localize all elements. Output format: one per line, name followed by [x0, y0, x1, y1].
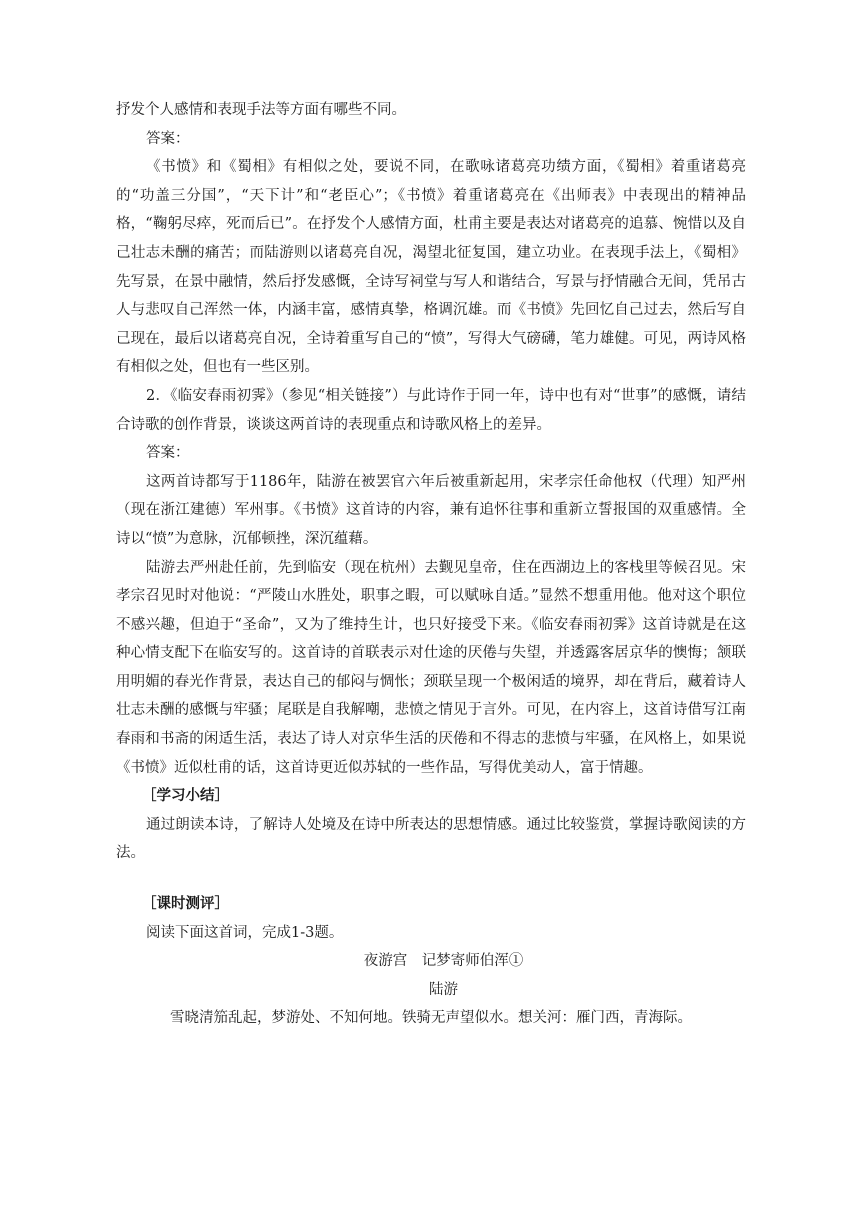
test-instruction: 阅读下面这首词，完成1-3题。	[146, 924, 344, 941]
section-spacer	[116, 868, 746, 890]
poem-author: 陆游	[429, 981, 458, 998]
answer-label: 答案：	[146, 445, 190, 462]
test-heading: ［课时测评］	[142, 895, 229, 913]
summary-text: 通过朗读本诗，了解诗人处境及在诗中所表达的思想情感。通过比较鉴赏，掌握诗歌阅读的方法。	[116, 816, 746, 862]
poem-line: 雪晓清笳乱起，梦游处、不知何地。铁骑无声望似水。想关河：雁门西，青海际。	[170, 1010, 692, 1027]
answer-label: 答案：	[146, 130, 190, 147]
answer-paragraph: 《书愤》和《蜀相》有相似之处，要说不同，在歌咏诸葛亮功绩方面，《蜀相》着重诸葛亮的“功盖三分国”，“天下计”和“老臣心”；《书愤》着重诸葛亮在《出师表》中表现出的精神品格，“鞠躬尽瘁，死而后已”。在抒发个人感情方面，杜甫主要是表达对诸葛亮的追慕、惋惜以及自己壮志未酬的痛苦；而陆游则以诸葛亮自况，渴望北征复国，建立功业。在表现手法上，《蜀相》先写景，在景中融情，然后抒发感慨，全诗写祠堂与写人和谐结合，写景与抒情融合无间，凭吊古人与悲叹自己浑然一体，内涵丰富，感情真挚，格调沉雄。而《书愤》先回忆自己过去，然后写自己现在，最后以诸葛亮自况，全诗着重写自己的“愤”，写得大气磅礴，笔力雄健。可见，两诗风格有相似之处，但也有一些区别。	[116, 159, 746, 376]
poem-title: 夜游宫 记梦寄师伯浑①	[363, 953, 524, 970]
summary-heading: ［学习小结］	[142, 787, 229, 805]
document-body	[116, 96, 746, 1033]
answer-paragraph: 陆游去严州赴任前，先到临安（现在杭州）去觐见皇帝，住在西湖边上的客栈里等候召见。宋孝宗召见时对他说：“严陵山水胜处，职事之暇，可以赋咏自适。”显然不想重用他。他对这个职位不感兴趣，但迫于“圣命”，又为了维持生计，也只好接受下来。《临安春雨初霁》这首诗就是在这种心情支配下在临安写的。这首诗的首联表示对仕途的厌倦与失望，并透露客居京华的懊悔；颔联用明媚的春光作背景，表达自己的郁闷与惆怅；颈联呈现一个极闲适的境界，却在背后，藏着诗人壮志未酬的感慨与牢骚；尾联是自我解嘲，悲愤之情见于言外。可见，在内容上，这首诗借写江南春雨和书斋的闲适生活，表达了诗人对京华生活的厌倦和不得志的悲愤与牢骚，在风格上，如果说《书愤》近似杜甫的话，这首诗更近似苏轼的一些作品，写得优美动人，富于情趣。	[116, 559, 746, 776]
answer-paragraph: 这两首诗都写于1186年，陆游在被罢官六年后被重新起用，宋孝宗任命他权（代理）知严州（现在浙江建德）军州事。《书愤》这首诗的内容，兼有追怀往事和重新立誓报国的双重感情。全诗以“愤”为意脉，沉郁顿挫，深沉蕴藉。	[116, 473, 746, 547]
question-2: 2．《临安春雨初霁》（参见“相关链接”）与此诗作于同一年，诗中也有对“世事”的感慨，请结合诗歌的创作背景，谈谈这两首诗的表现重点和诗歌风格上的差异。	[116, 387, 746, 433]
intro-line: 抒发个人感情和表现手法等方面有哪些不同。	[116, 102, 406, 118]
